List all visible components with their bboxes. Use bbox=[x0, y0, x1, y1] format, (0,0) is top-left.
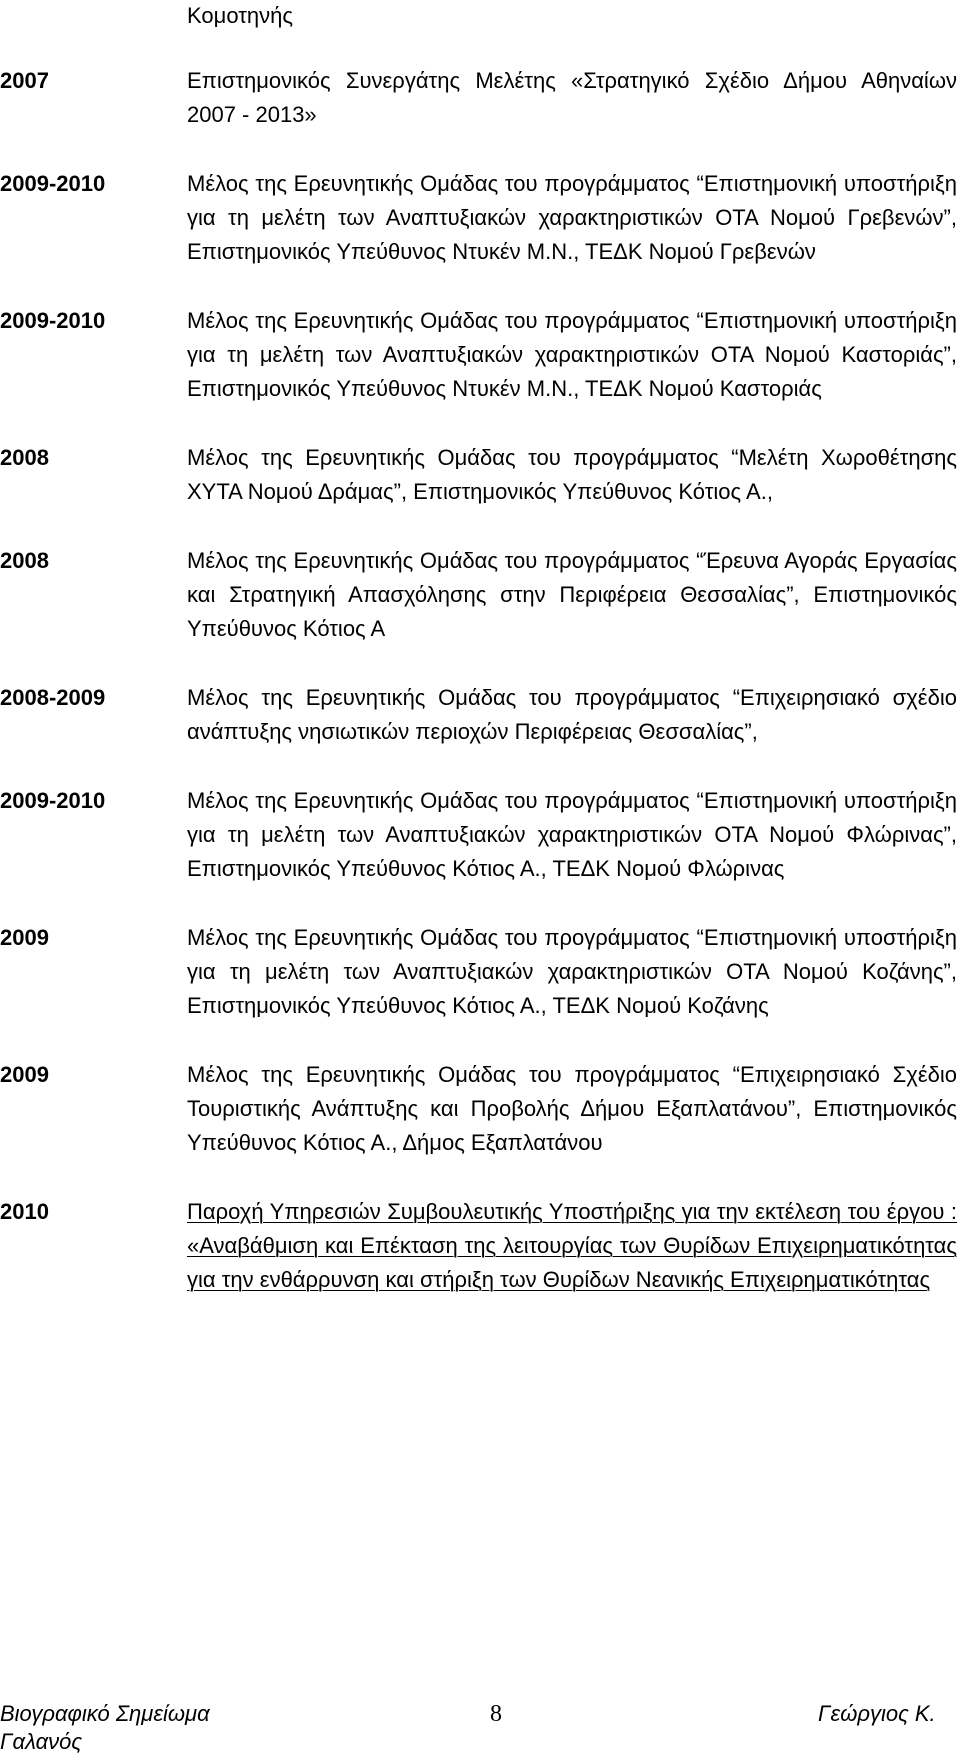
entry-year: 2008 bbox=[0, 548, 49, 573]
entry-year: 2008-2009 bbox=[0, 685, 106, 710]
entry-year: 2009 bbox=[0, 1062, 49, 1087]
entry-description: Μέλος της Ερευνητικής Ομάδας του προγράμματος “Επιχειρησιακό Σχέδιο Τουριστικής Ανάπτυξης και Προβολής Δήμου Εξαπλατάνου”, Επιστημονικός Υπεύθυνος Κότιος Α., Δήμος Εξαπλατάνου bbox=[187, 1062, 957, 1155]
footer-document-title: Βιογραφικό Σημείωμα bbox=[0, 1701, 210, 1726]
experience-entry bbox=[0, 544, 960, 646]
experience-entry bbox=[0, 1058, 960, 1160]
entry-year: 2007 bbox=[0, 68, 49, 93]
entry-description: Μέλος της Ερευνητικής Ομάδας του προγράμματος “Επιστημονική υποστήριξη για τη μελέτη των Αναπτυξιακών χαρακτηριστικών ΟΤΑ Νομού Φλώρινας”, Επιστημονικός Υπεύθυνος Κότιος Α., ΤΕΔΚ Νομού Φλώρινας bbox=[187, 788, 957, 881]
experience-entry bbox=[0, 441, 960, 509]
entry-description: Παροχή Υπηρεσιών Συμβουλευτικής Υποστήριξης για την εκτέλεση του έργου : «Αναβάθμιση και Επέκταση της λειτουργίας των Θυρίδων Επιχειρηματικότητας για την ενθάρρυνση και στήριξη των Θυρίδων Νεανικής Επιχειρηματικότητας bbox=[187, 1199, 957, 1292]
entry-year: 2010 bbox=[0, 1199, 49, 1224]
experience-entry bbox=[0, 1195, 960, 1297]
experience-entry bbox=[0, 64, 960, 132]
experience-entry bbox=[0, 681, 960, 749]
entry-description: Μέλος της Ερευνητικής Ομάδας του προγράμματος “Μελέτη Χωροθέτησης ΧΥΤΑ Νομού Δράμας”, Επιστημονικός Υπεύθυνος Κότιος Α., bbox=[187, 445, 957, 504]
page-number: 8 bbox=[490, 1701, 502, 1727]
entry-description: Μέλος της Ερευνητικής Ομάδας του προγράμματος “Επιστημονική υποστήριξη για τη μελέτη των Αναπτυξιακών χαρακτηριστικών ΟΤΑ Νομού Καστοριάς”, Επιστημονικός Υπεύθυνος Ντυκέν Μ.Ν., ΤΕΔΚ Νομού Καστοριάς bbox=[187, 308, 957, 401]
entry-year: 2009-2010 bbox=[0, 171, 106, 196]
entry-description: Μέλος της Ερευνητικής Ομάδας του προγράμματος “Επιστημονική υποστήριξη για τη μελέτη των Αναπτυξιακών χαρακτηριστικών ΟΤΑ Νομού Γρεβενών”, Επιστημονικός Υπεύθυνος Ντυκέν Μ.Ν., ΤΕΔΚ Νομού Γρεβενών bbox=[187, 171, 957, 264]
entry-description: Μέλος της Ερευνητικής Ομάδας του προγράμματος “Έρευνα Αγοράς Εργασίας και Στρατηγική Απασχόλησης στην Περιφέρεια Θεσσαλίας”, Επιστημονικός Υπεύθυνος Κότιος Α bbox=[187, 548, 957, 641]
entry-year: 2008 bbox=[0, 445, 49, 470]
entry-year: 2009-2010 bbox=[0, 788, 106, 813]
entry-year: 2009 bbox=[0, 925, 49, 950]
entry-year: 2009-2010 bbox=[0, 308, 106, 333]
entry-description: Επιστημονικός Συνεργάτης Μελέτης «Στρατηγικό Σχέδιο Δήμου Αθηναίων 2007 - 2013» bbox=[187, 68, 957, 127]
experience-entry bbox=[0, 784, 960, 886]
page-footer bbox=[0, 1700, 960, 1758]
entry-description: Μέλος της Ερευνητικής Ομάδας του προγράμματος “Επιχειρησιακό σχέδιο ανάπτυξης νησιωτικών περιοχών Περιφέρειας Θεσσαλίας”, bbox=[187, 685, 957, 744]
continued-text: Κομοτηνής bbox=[187, 3, 294, 28]
experience-entry bbox=[0, 921, 960, 1023]
entry-description: Μέλος της Ερευνητικής Ομάδας του προγράμματος “Επιστημονική υποστήριξη για τη μελέτη των Αναπτυξιακών χαρακτηριστικών ΟΤΑ Νομού Κοζάνης”, Επιστημονικός Υπεύθυνος Κότιος Α., ΤΕΔΚ Νομού Κοζάνης bbox=[187, 925, 957, 1018]
footer-author-surname: Γαλανός bbox=[0, 1729, 83, 1754]
footer-author-name: Γεώργιος Κ. bbox=[818, 1701, 936, 1726]
experience-list bbox=[0, 64, 960, 1332]
experience-entry bbox=[0, 167, 960, 269]
experience-entry bbox=[0, 304, 960, 406]
